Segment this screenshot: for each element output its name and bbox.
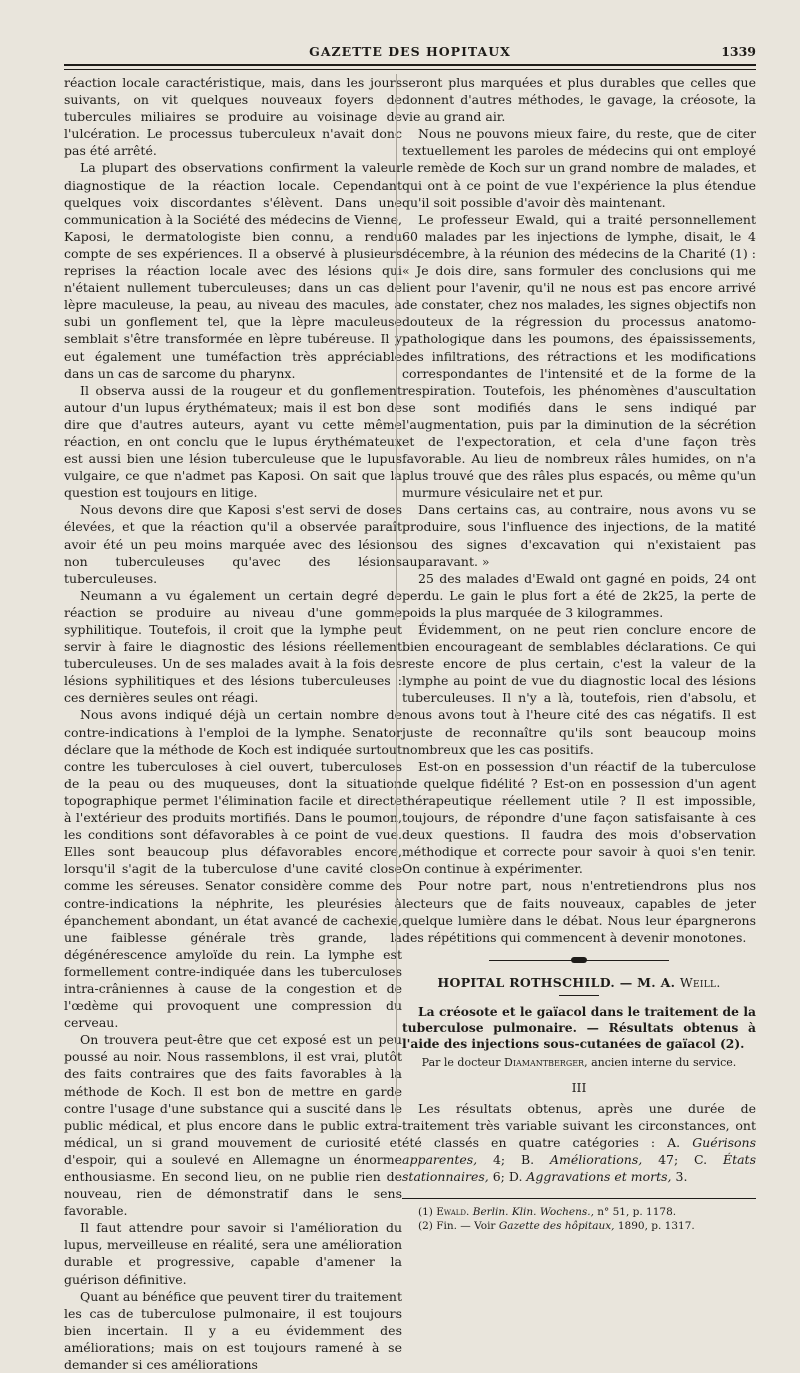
footnote-ref: 1890, p. 1317. — [617, 1219, 695, 1232]
paragraph: Le professeur Ewald, qui a traité personnellement 60 malades par les injections de lymphe, disait, le 4 décembre, à la réunion des médecins de la Charité (1) : « Je dois dire, sans formuler des conclusions qui me lient pour l'avenir, qu'il ne nous est pas encore arrivé de constater, chez nos malades, les signes objectifs non douteux de la régression du processus anatomo-pathologique dans les poumons, des épaississements, des infiltrations, des rétractions et les modifications correspondantes de l'intensité et de la forme de la respiration. Toutefois, les phénomènes d'auscultation se sont modifiés dans le sens indiqué par l'augmentation, puis par la diminution de la sécrétion et de l'expectoration, et cela d'une façon très favorable. Au lieu de nombreux râles humides, on n'a plus trouvé que des râles plus espacés, ou même qu'un murmure vésiculaire net et pur. — [402, 211, 756, 501]
paragraph: On trouvera peut-être que cet exposé est un peu poussé au noir. Nous rassemblons, il est vrai, plutôt des faits contraires que des faits favorables à la méthode de Koch. Il est bon de mettre en garde contre l'usage d'une substance qui a suscité dans le public médical, et plus encore dans le public extra-médical, un si grand mouvement de curiosité et d'espoir, qui a soulevé en Allemagne un énorme enthousiasme. En second lieu, on ne publie rien de nouveau, rien de démonstratif dans le sens favorable. — [64, 1032, 402, 1219]
section-heading — [402, 974, 756, 991]
part-number: III — [571, 1079, 587, 1095]
paragraph: Nous ne pouvons mieux faire, du reste, que de citer textuellement les paroles de médecins qui ont employé le remède de Koch sur un grand nombre de malades, et qui ont à ce point de vue l'expérience la plus étendue qu'il soit possible d'avoir dès maintenant. — [402, 126, 756, 210]
category-a-count: 4; B. — [492, 1152, 535, 1168]
paragraph: La plupart des observations confirment la valeur diagnostique de la réaction locale. Cependant quelques voix discordantes s'élèvent. Dans une communication à la Société des médecins de Vienne, Kaposi, le dermatologiste bien connu, a rendu compte de ses expériences. Il a observé à plusieurs reprises la réaction locale avec des lésions qui n'étaient nullement tuberculeuses; dans un cas de lèpre maculeuse, la peau, au niveau des macules, a subi un gonflement tel, que la lèpre maculeuse semblait s'être transformée en lèpre tubéreuse. Il y eut également une tuméfaction très appréciable dans un cas de sarcome du pharynx. — [64, 160, 402, 381]
footnote-rule — [402, 1198, 756, 1199]
category-b: Améliorations, — [550, 1152, 643, 1168]
paragraph: Pour notre part, nous n'entretiendrons plus nos lecteurs que de faits nouveaux, capables de jeter quelque lumière dans le débat. Nous leur épargnerons des répétitions qui commencent à devenir monotones. — [402, 878, 756, 945]
paragraph: seront plus marquées et plus durables que celles que donnent d'autres méthodes, le gavage, la créosote, la vie au grand air. — [402, 75, 756, 125]
section-heading-text: HOPITAL ROTHSCHILD. — M. A. — [437, 974, 676, 990]
section-heading-author: Weill. — [679, 974, 721, 990]
paragraph: Nous devons dire que Kaposi s'est servi de doses élevées, et que la réaction qu'il a observée paraît avoir été un peu moins marquée avec des lésions non tuberculeuses qu'avec des lésions tuberculeuses. — [64, 502, 402, 586]
footnote-author: Ewald. — [436, 1205, 470, 1218]
left-column — [64, 74, 402, 1373]
paragraph: Quant au bénéfice que peuvent tirer du traitement les cas de tuberculose pulmonaire, il est toujours bien incertain. Il y a eu évidemment des améliorations; mais on est toujours ramené à se demander si ces améliorations — [64, 1288, 402, 1373]
category-b-count: 47; C. — [658, 1152, 708, 1168]
paragraph: 25 des malades d'Ewald ont gagné en poids, 24 ont perdu. Le gain le plus fort a été de 2k25, la perte de poids la plus marquée de 3 kilogrammes. — [402, 570, 756, 620]
paragraph — [402, 1100, 756, 1185]
paragraph: Est-on en possession d'un réactif de la tuberculose de quelque fidélité ? Est-on en possession d'un agent thérapeutique réellement utile ? Il est impossible, toujours, de répondre d'une façon satisfaisante à ces deux questions. Il faudra des mois d'observation méthodique et correcte pour savoir à quoi s'en tenir. On continue à expérimenter. — [402, 758, 756, 877]
section-ornament — [489, 956, 669, 964]
header-rule — [64, 64, 756, 66]
paragraph: Il observa aussi de la rougeur et du gonflement autour d'un lupus érythémateux; mais il est bon de dire que d'autres auteurs, ayant vu cette même réaction, en ont conclu que le lupus érythémateux est aussi bien une lésion tuberculeuse que le lupus vulgaire, ce que n'admet pas Kaposi. On sait que la question est toujours en litige. — [64, 382, 402, 501]
footnote-source: Gazette des hôpitaux, — [498, 1219, 615, 1232]
category-d: Aggravations et morts, — [526, 1169, 672, 1185]
byline-prefix: Par le docteur — [421, 1055, 501, 1069]
article-title: La créosote et le gaïacol dans le traitement de la tuberculose pulmonaire. — Résultats obtenus à l'aide des injections sous-cutanées de gaïacol (2). — [402, 1003, 756, 1051]
column-divider — [396, 74, 397, 1124]
footnote-author: Fin. — Voir — [436, 1219, 496, 1232]
right-column — [402, 74, 756, 1233]
footnote — [402, 1205, 756, 1219]
paragraph: Dans certains cas, au contraire, nous avons vu se produire, sous l'influence des injections, de la matité ou des signes d'excavation qui n'existaient pas auparavant. » — [402, 502, 756, 569]
byline-name: Diamantberger, — [504, 1055, 588, 1069]
category-d-count: 3. — [675, 1169, 688, 1185]
footnote-ref: n° 51, p. 1178. — [597, 1205, 677, 1218]
footnote-source: Berlin. Klin. Wochens., — [472, 1205, 594, 1218]
byline — [402, 1054, 756, 1071]
paragraph: Neumann a vu également un certain degré de réaction se produire au niveau d'une gomme syphilitique. Toutefois, il croit que la lymphe peut servir à faire le diagnostic des lésions réellement tuberculeuses. Un de ses malades avait à la fois des lésions syphilitiques et des lésions tuberculeuses : ces dernières seules ont réagi. — [64, 587, 402, 706]
byline-suffix: ancien interne du service. — [591, 1055, 737, 1069]
paragraph: Nous avons indiqué déjà un certain nombre de contre-indications à l'emploi de la lymphe. Senator déclare que la méthode de Koch est indiquée surtout contre les tuberculoses à ciel ouvert, tuberculoses de la peau ou des muqueuses, dont la situation topographique permet l'élimination facile et directe à l'extérieur des produits mortifiés. Dans le poumon, les conditions sont défavorables à ce point de vue. Elles sont beaucoup plus défavorables encore, lorsqu'il s'agit de la tuberculose d'une cavité close comme les séreuses. Senator considère comme des contre-indications la néphrite, les pleurésies à épanchement abondant, un état avancé de cachexie, une faiblesse générale très grande, la dégénérescence amyloïde du rein. La lymphe est formellement contre-indiquée dans les tuberculoses intra-crâniennes à cause de la congestion et de l'œdème qui provoquent une compression du cerveau. — [64, 707, 402, 1031]
paragraph: réaction locale caractéristique, mais, dans les jours suivants, on vit quelques nouveaux foyers de tubercules miliaires se produire au voisinage de l'ulcération. Le processus tuberculeux n'avait donc pas été arrêté. — [64, 75, 402, 159]
footnote-marker: (1) — [418, 1205, 433, 1218]
paragraph: Il faut attendre pour savoir si l'amélioration du lupus, merveilleuse en réalité, sera une amélioration durable et progressive, capable d'amener la guérison définitive. — [64, 1220, 402, 1287]
header-rule-thin — [64, 69, 756, 70]
category-a: Guérisons apparentes, — [402, 1135, 756, 1168]
page-header — [64, 44, 756, 64]
paragraph: Évidemment, on ne peut rien conclure encore de bien encourageant de semblables déclarations. Ce qui reste encore de plus certain, c'est la valeur de la lymphe au point de vue du diagnostic local des lésions tuberculeuses. Il n'y a là, toutefois, rien d'absolu, et nous avons tout à l'heure cité des cas négatifs. Il est juste de reconnaître qu'ils sont beaucoup moins nombreux que les cas positifs. — [402, 622, 756, 757]
running-title: GAZETTE DES HOPITAUX — [309, 44, 511, 59]
footnote — [402, 1219, 756, 1233]
short-rule — [559, 995, 599, 996]
category-c-count: 6; D. — [492, 1169, 523, 1185]
footnote-marker: (2) — [418, 1219, 433, 1232]
page-number: 1339 — [721, 44, 756, 59]
category-c: États stationnaires, — [402, 1152, 756, 1185]
body-start: Les résultats obtenus, après une durée de traitement très variable suivant les circonstances, ont été classés en quatre catégories : A. — [402, 1101, 756, 1151]
